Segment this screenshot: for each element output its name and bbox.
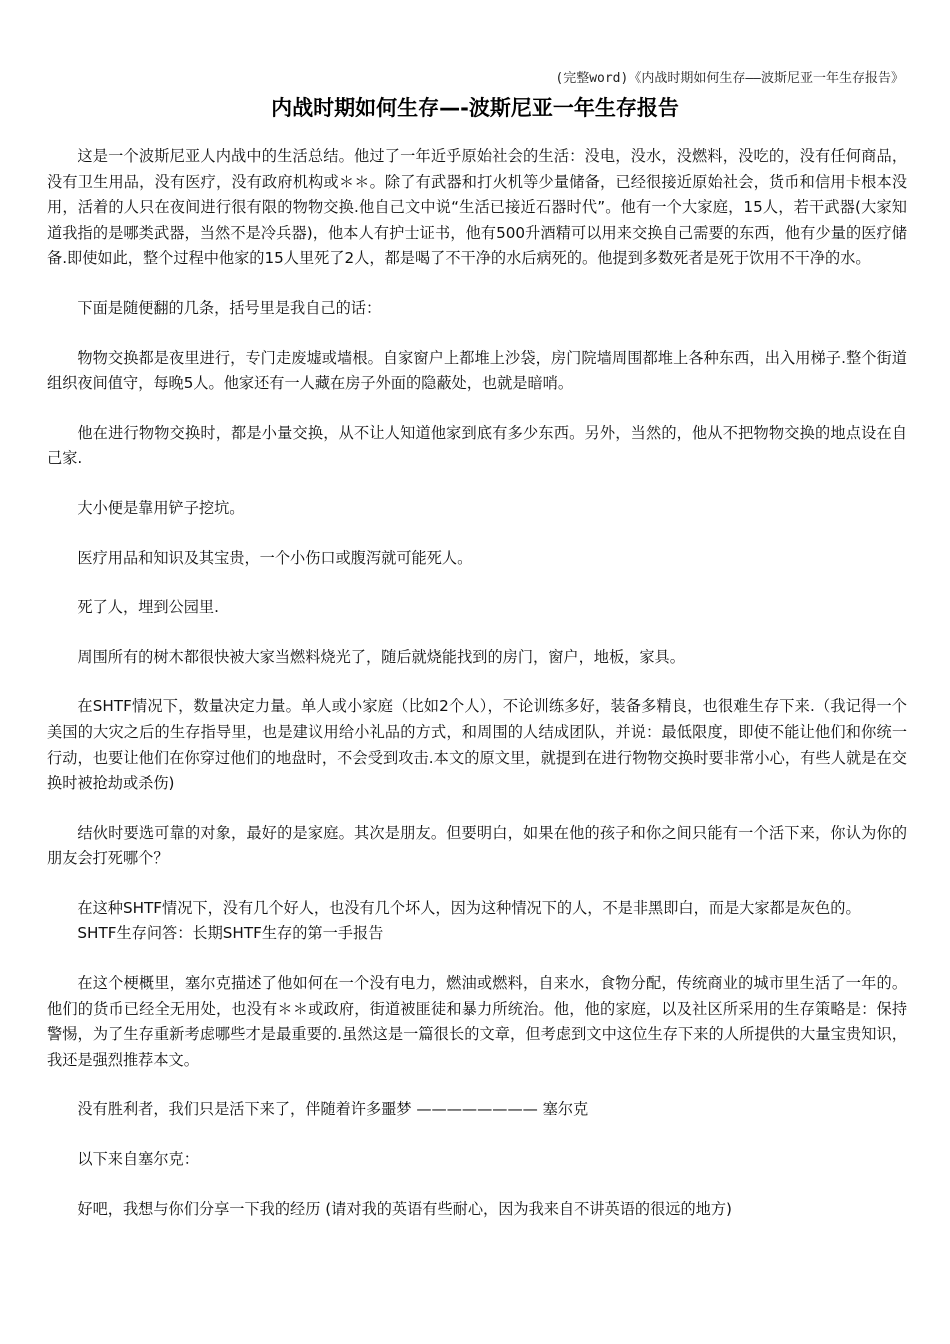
section-heading: SHTF生存问答：长期SHTF生存的第一手报告 xyxy=(77,924,384,943)
document-body xyxy=(47,144,907,1246)
document-title: 内战时期如何生存—-波斯尼亚一年生存报告 xyxy=(271,96,679,120)
paragraph: 以下来自塞尔克： xyxy=(77,1150,199,1169)
paragraph: 大小便是靠用铲子挖坑。 xyxy=(77,498,245,517)
paragraph: 在这种SHTF情况下，没有几个好人，也没有几个坏人，因为这种情况下的人，不是非黑即白，而是大家都是灰色的。 xyxy=(77,898,861,917)
paragraph: 这是一个波斯尼亚人内战中的生活总结。他过了一年近乎原始社会的生活：没电，没水，没燃料，没吃的，没有任何商品，没有卫生用品，没有医疗，没有政府机构或＊＊。除了有武器和打火机等少量储备，已经很接近原始社会，货币和信用卡根本没用，活着的人只在夜间进行很有限的物物交换.他自己文中说“生活已接近石器时代”。他有一个大家庭，15人，若干武器(大家知道我指的是哪类武器，当然不是冷兵器)，他本人有护士证书，他有500升酒精可以用来交换自己需要的东西，他有少量的医疗储备.即使如此，整个过程中他家的15人里死了2人，都是喝了不干净的水后病死的。他提到多数死者是死于饮用不干净的水。 xyxy=(47,147,907,268)
page-header: (完整word)《内战时期如何生存——波斯尼亚一年生存报告》 xyxy=(555,71,904,86)
paragraph: 在这个梗概里，塞尔克描述了他如何在一个没有电力，燃油或燃料，自来水，食物分配，传统商业的城市里生活了一年的。他们的货币已经全无用处，也没有＊＊或政府，街道被匪徒和暴力所统治。他，他的家庭，以及社区所采用的生存策略是：保持警惕，为了生存重新考虑哪些才是最重要的.虽然这是一篇很长的文章，但考虑到文中这位生存下来的人所提供的大量宝贵知识，我还是强烈推荐本文。 xyxy=(47,974,907,1069)
paragraph: 物物交换都是夜里进行，专门走废墟或墙根。自家窗户上都堆上沙袋，房门院墙周围都堆上各种东西，出入用梯子.整个街道组织夜间值守，每晚5人。他家还有一人藏在房子外面的隐蔽处，也就是暗哨。 xyxy=(47,348,907,393)
paragraph: 医疗用品和知识及其宝贵，一个小伤口或腹泻就可能死人。 xyxy=(77,548,473,567)
paragraph: 在SHTF情况下，数量决定力量。单人或小家庭（比如2个人），不论训练多好，装备多精良，也很难生存下来.（我记得一个美国的大灾之后的生存指导里，也是建议用给小礼品的方式，和周围的人结成团队，并说：最低限度，即使不能让他们和你统一行动，也要让他们在你穿过他们的地盘时，不会受到攻击.本文的原文里，就提到在进行物物交换时要非常小心，有些人就是在交换时被抢劫或杀伤) xyxy=(47,697,907,793)
paragraph: 他在进行物物交换时，都是小量交换，从不让人知道他家到底有多少东西。另外，当然的，他从不把物物交换的地点设在自己家. xyxy=(47,423,907,468)
paragraph: 没有胜利者，我们只是活下来了，伴随着许多噩梦 ———————— 塞尔克 xyxy=(77,1100,589,1119)
paragraph: 好吧，我想与你们分享一下我的经历 (请对我的英语有些耐心，因为我来自不讲英语的很远的地方) xyxy=(77,1199,732,1218)
paragraph: 结伙时要选可靠的对象，最好的是家庭。其次是朋友。但要明白，如果在他的孩子和你之间只能有一个活下来，你认为你的朋友会打死哪个？ xyxy=(47,823,907,868)
paragraph: 下面是随便翻的几条，括号里是我自己的话： xyxy=(77,298,382,317)
paragraph: 周围所有的树木都很快被大家当燃料烧光了，随后就烧能找到的房门，窗户，地板，家具。 xyxy=(77,647,685,666)
paragraph: 死了人，埋到公园里. xyxy=(77,598,219,617)
